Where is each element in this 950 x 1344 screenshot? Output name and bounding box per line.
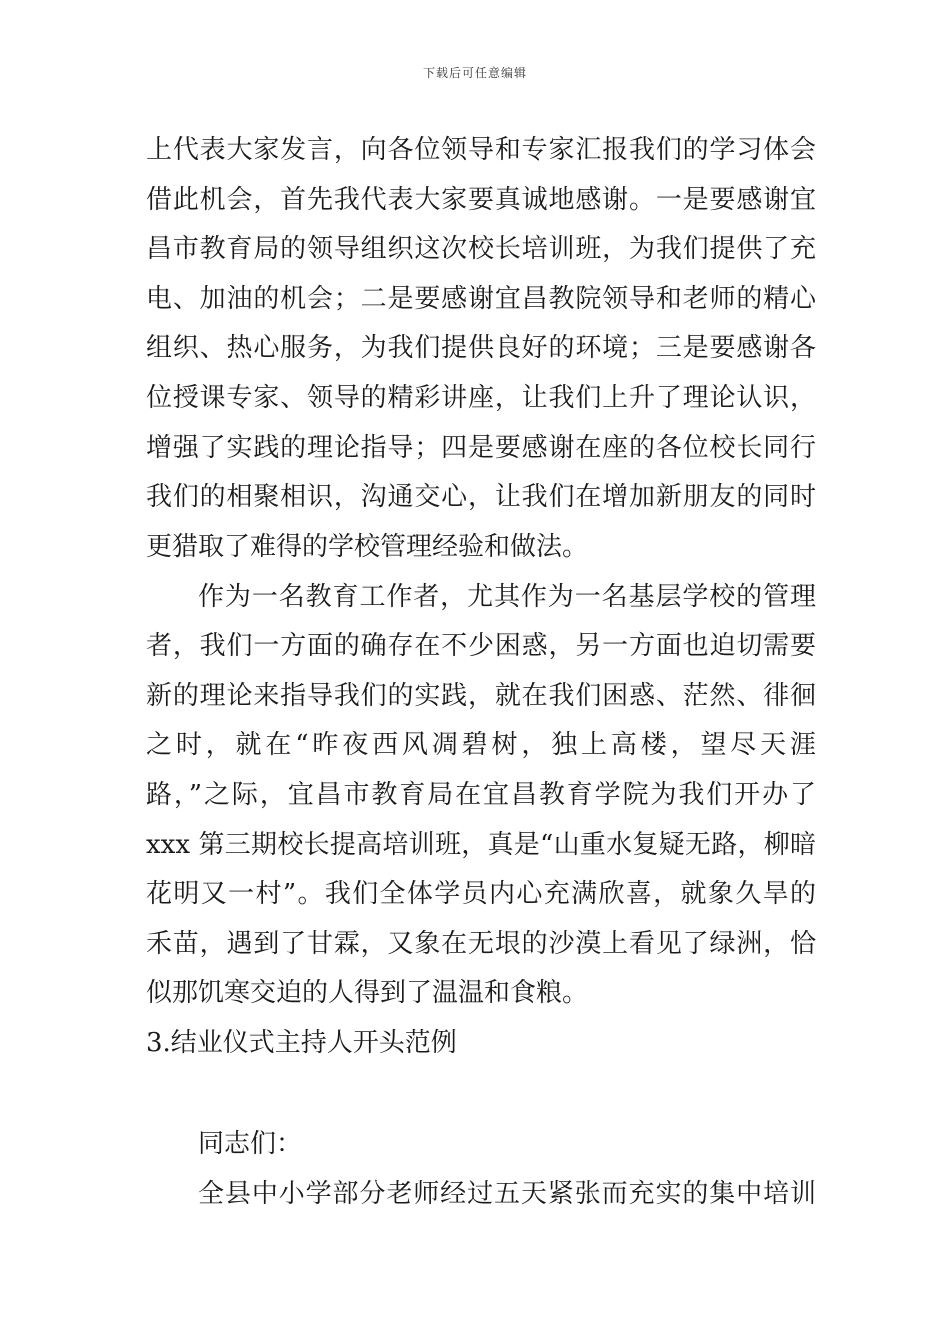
paragraph-line: xxx 第三期校长提高培训班，真是“山重水复疑无路，柳暗	[146, 830, 816, 860]
paragraph-line: 禾苗，遇到了甘霖，又象在无垠的沙漠上看见了绿洲，恰	[146, 929, 816, 959]
paragraph-line: 组织、热心服务，为我们提供良好的环境；三是要感谢各	[146, 333, 816, 363]
paragraph-line: 者，我们一方面的确存在不少困惑，另一方面也迫切需要	[146, 631, 816, 661]
paragraph-line: 电、加油的机会；二是要感谢宜昌教院领导和老师的精心	[146, 284, 816, 314]
salutation: 同志们：	[198, 1129, 303, 1159]
paragraph-line: 花明又一村”。我们全体学员内心充满欣喜，就象久旱的	[146, 879, 816, 909]
paragraph-line: 借此机会，首先我代表大家要真诚地感谢。一是要感谢宜	[146, 185, 816, 215]
paragraph-line: 路，”之际，宜昌市教育局在宜昌教育学院为我们开办了	[146, 780, 816, 810]
paragraph-line: 增强了实践的理论指导；四是要感谢在座的各位校长同行	[146, 433, 816, 463]
paragraph-line: 作为一名教育工作者，尤其作为一名基层学校的管理	[198, 582, 816, 612]
paragraph-line: 更猎取了难得的学校管理经验和做法。	[146, 532, 589, 562]
page-header: 下载后可任意编辑	[422, 66, 527, 80]
paragraph-line: 位授课专家、领导的精彩讲座，让我们上升了理论认识，	[146, 383, 816, 413]
paragraph-line: 上代表大家发言，向各位领导和专家汇报我们的学习体会	[146, 135, 816, 165]
paragraph-line: 昌市教育局的领导组织这次校长培训班，为我们提供了充	[146, 234, 816, 264]
paragraph-line: 全县中小学部分老师经过五天紧张而充实的集中培训	[198, 1179, 816, 1209]
paragraph-line: 我们的相聚相识，沟通交心，让我们在增加新朋友的同时	[146, 482, 816, 512]
paragraph-line: 之时，就在“昨夜西风凋碧树，独上高楼，望尽天涯	[146, 730, 816, 760]
paragraph-line: 似那饥寒交迫的人得到了温温和食粮。	[146, 978, 589, 1008]
section-heading: 3.结业仪式主持人开头范例	[146, 1028, 457, 1058]
paragraph-line: 新的理论来指导我们的实践，就在我们困惑、茫然、徘徊	[146, 681, 816, 711]
